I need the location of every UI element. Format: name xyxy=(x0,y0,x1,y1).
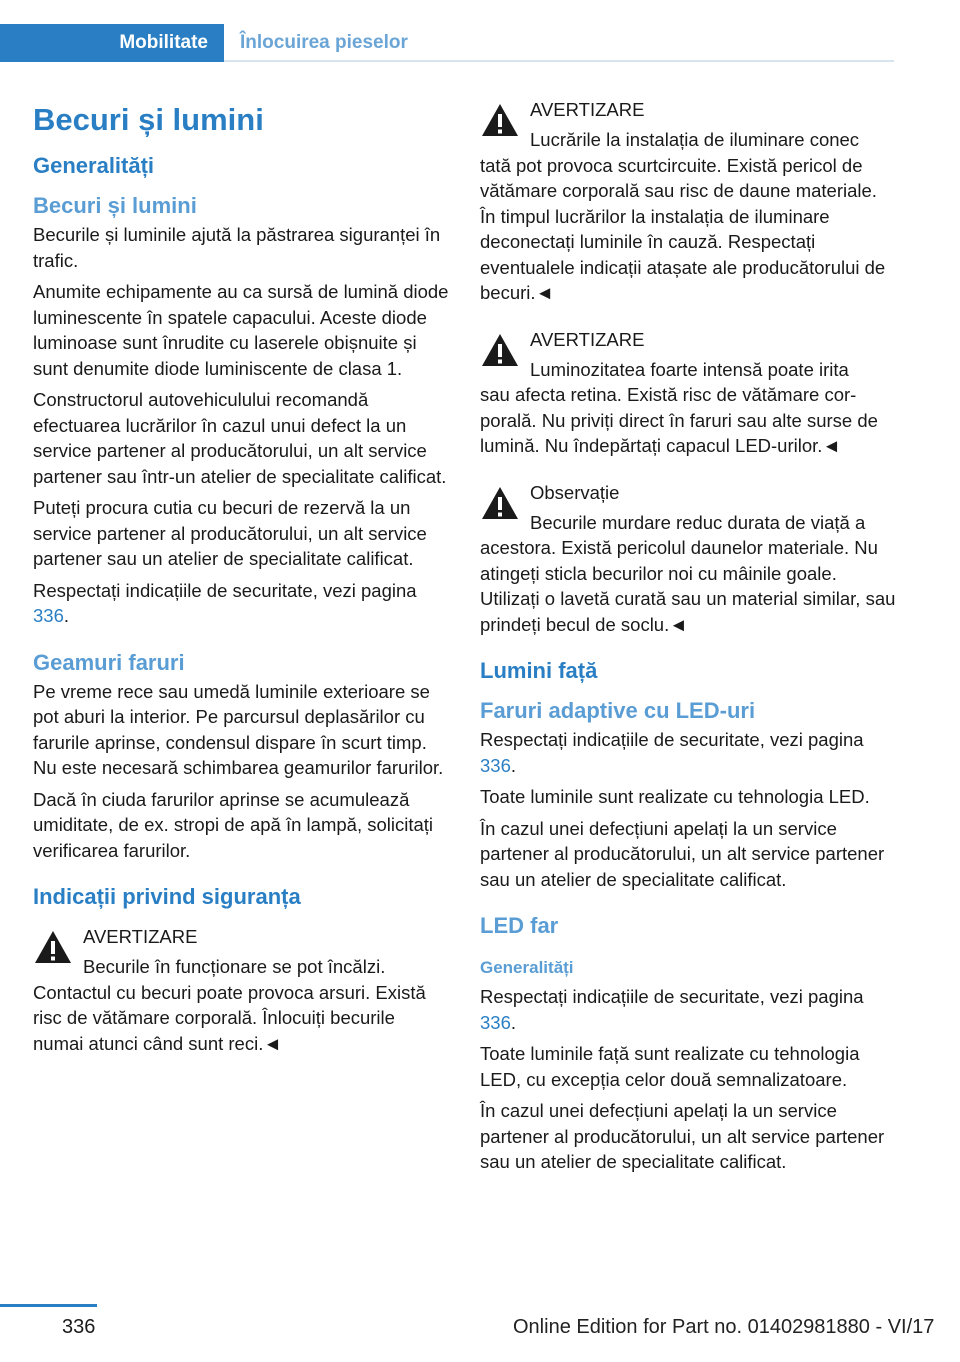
subsection-heading-bulbs: Becuri și lumini xyxy=(33,193,197,218)
page-link[interactable]: 336 xyxy=(480,754,511,776)
paragraph: Pe vreme rece sau umedă luminile exterioare se pot aburi la interior. Pe parcursul deplasărilor cu farurile aprinse, condensul dispare în scurt timp. Nu este necesară schimbarea geamurilor farurilor. xyxy=(33,680,444,778)
note-text: Becurile murdare reduc durata de viață a xyxy=(530,511,866,533)
footer-divider xyxy=(0,1304,97,1307)
paragraph xyxy=(480,727,896,778)
edition-label: Online Edition for Part no. 01402981880 - VI/17 xyxy=(513,1316,935,1338)
paragraph-end: . xyxy=(510,754,517,776)
paragraph: Becurile și luminile ajută la păstrarea siguranței în trafic. xyxy=(33,224,441,271)
paragraph: Constructorul autovehiculului recomandă efectuarea lucrărilor în cazul unui defect la un service partener al producătorului, un alt service partener sau într-un atelier de specialitate calificat. xyxy=(33,389,447,487)
section-heading-general: Generalități xyxy=(33,153,155,178)
left-column xyxy=(33,96,449,1062)
page-link[interactable]: 336 xyxy=(480,1011,511,1033)
paragraph: Toate luminile sunt realizate cu tehnologia LED. xyxy=(480,786,870,807)
warning-block xyxy=(480,96,896,306)
warning-triangle-icon xyxy=(33,929,73,965)
section-heading-front-lights: Lumini față xyxy=(480,658,598,683)
note-text: acestora. Există pericolul daunelor materiale. Nu atingeți sticla becurilor noi cu mâinile goale. Utilizați o lavetă curată sau un material similar, sau prindeți becul de soclu.◄ xyxy=(480,537,896,635)
page-title: Becuri și lumini xyxy=(33,102,264,137)
warning-title: AVERTIZARE xyxy=(83,926,198,947)
note-block xyxy=(480,479,896,638)
paragraph: În cazul unei defecțiuni apelați la un service partener al producătorului, un alt service partener sau un atelier de specialitate calificat. xyxy=(480,817,885,890)
warning-title: AVERTIZARE xyxy=(530,99,645,120)
warning-text: tată pot provoca scurtcircuite. Există pericol de vătămare corporală sau risc de daune materiale. În timpul lucrărilor la instalația de iluminare deconectați luminile în cauză. Respectați eventualele indicații atașate ale producătorului de becuri.◄ xyxy=(480,154,886,303)
paragraph-text: Respectați indicațiile de securitate, vezi pagina xyxy=(33,579,417,601)
subsection-heading-adaptive-led: Faruri adaptive cu LED-uri xyxy=(480,698,756,723)
subsection-heading-headlight-glass: Geamuri faruri xyxy=(33,649,185,675)
page-number: 336 xyxy=(62,1316,96,1338)
paragraph: Anumite echipamente au ca sursă de lumină diode luminescente în spatele capacului. Aceste diode luminoase sunt înrudite cu laserele obișnuite și sunt denumite diode luminiscente de clasa 1. xyxy=(33,281,449,379)
paragraph: Puteți procura cutia cu becuri de rezervă la un service partener al producătorului, un alt service partener sau un atelier de specialitate calificat. xyxy=(33,497,427,569)
paragraph: Dacă în ciuda farurilor aprinse se acumulează umiditate, de ex. stropi de apă în lampă, solicitați verificarea farurilor. xyxy=(33,788,434,861)
subsubsection-heading-general: Generalități xyxy=(480,958,574,977)
warning-text: sau afecta retina. Există risc de vătămare corporală. Nu priviți direct în faruri sau alte surse de lumină. Nu îndepărtați capacul LED-urilor.◄ xyxy=(480,384,878,456)
paragraph-end: . xyxy=(510,1011,517,1033)
note-triangle-icon xyxy=(480,485,520,521)
warning-title: AVERTIZARE xyxy=(530,328,645,350)
paragraph-text: Respectați indicațiile de securitate, vezi pagina xyxy=(480,729,864,750)
section-heading-safety: Indicații privind siguranța xyxy=(33,884,301,909)
warning-block xyxy=(480,326,896,459)
note-title: Observație xyxy=(530,481,620,503)
warning-triangle-icon xyxy=(480,332,520,368)
warning-text: Lucrările la instalația de iluminare conec xyxy=(530,129,860,150)
paragraph xyxy=(480,984,896,1035)
paragraph xyxy=(33,578,449,629)
warning-text: Contactul cu becuri poate provoca arsuri. Există risc de vătămare corporală. Înlocuiți becurile numai atunci când sunt reci.◄ xyxy=(33,981,426,1054)
paragraph: În cazul unei defecțiuni apelați la un service partener al producătorului, un alt service partener sau un atelier de specialitate calificat. xyxy=(480,1100,885,1172)
warning-block xyxy=(33,923,449,1056)
tab-mobilitate[interactable]: Mobilitate xyxy=(0,24,224,62)
subsection-heading-led-far: LED far xyxy=(480,913,559,938)
warning-text: Luminozitatea foarte intensă poate irita xyxy=(530,358,849,380)
right-column xyxy=(480,96,896,1181)
paragraph: Toate luminile față sunt realizate cu tehnologia LED, cu excepția celor două semnalizatoare. xyxy=(480,1043,860,1090)
paragraph-end: . xyxy=(63,605,70,626)
warning-text: Becurile în funcționare se pot încălzi. xyxy=(83,956,386,977)
paragraph-text: Respectați indicațiile de securitate, vezi pagina xyxy=(480,986,864,1007)
tab-inlocuirea-pieselor[interactable]: Înlocuirea pieselor xyxy=(240,32,408,53)
warning-triangle-icon xyxy=(480,102,520,138)
page-link[interactable]: 336 xyxy=(33,605,64,626)
